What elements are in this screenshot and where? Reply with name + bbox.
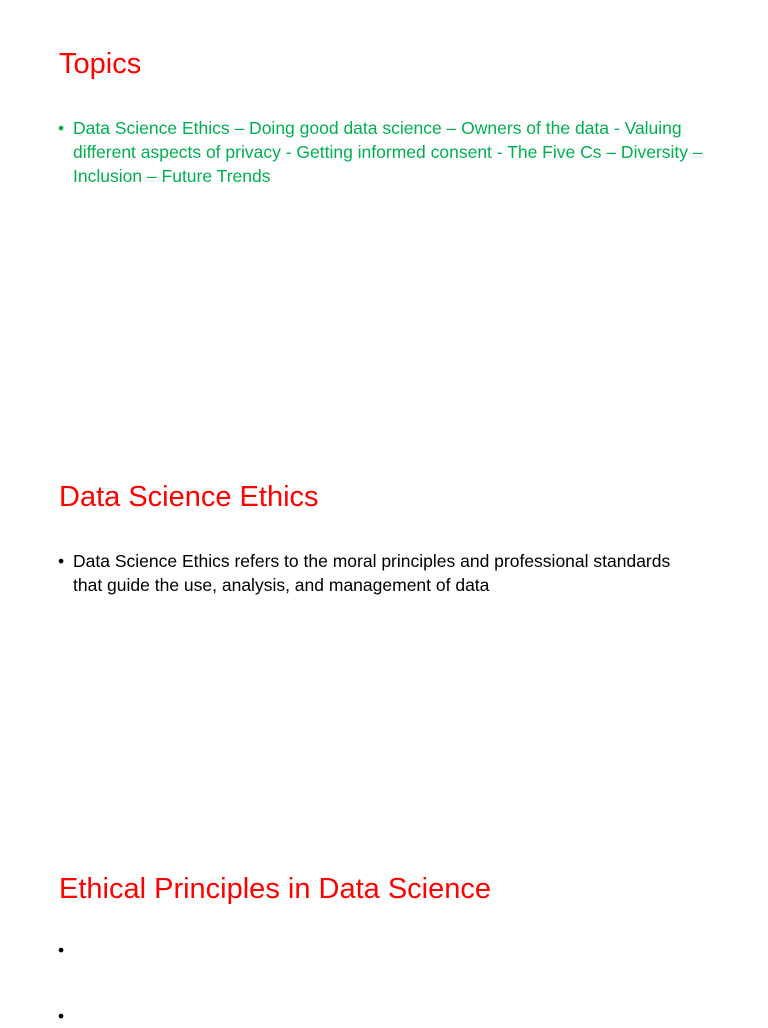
bullet-list	[58, 549, 698, 597]
slide-title: Data Science Ethics	[59, 481, 319, 513]
bullet-text: Data Science Ethics – Doing good data science – Owners of the data - Valuing different aspects of privacy - Getting informed consent - The Five Cs – Diversity – Inclusion – Future Trends	[73, 118, 703, 186]
slide-title: Topics	[59, 48, 142, 80]
bullet-icon: •	[58, 118, 65, 138]
bullet-list	[58, 116, 708, 188]
slide-data-science-ethics	[0, 430, 768, 840]
bullet-list	[58, 938, 698, 1028]
bullet-item	[58, 116, 708, 188]
slide-topics	[0, 0, 768, 430]
bullet-icon: •	[58, 940, 65, 960]
bullet-icon: •	[58, 551, 65, 571]
bullet-icon: •	[58, 1006, 65, 1026]
slide-title: Ethical Principles in Data Science	[59, 873, 491, 905]
bullet-item	[58, 938, 698, 962]
bullet-item	[58, 1004, 698, 1028]
bullet-item	[58, 549, 698, 597]
slide-ethical-principles	[0, 840, 768, 1024]
bullet-text: Data Science Ethics refers to the moral principles and professional standards that guide the use, analysis, and management of data	[73, 551, 671, 595]
